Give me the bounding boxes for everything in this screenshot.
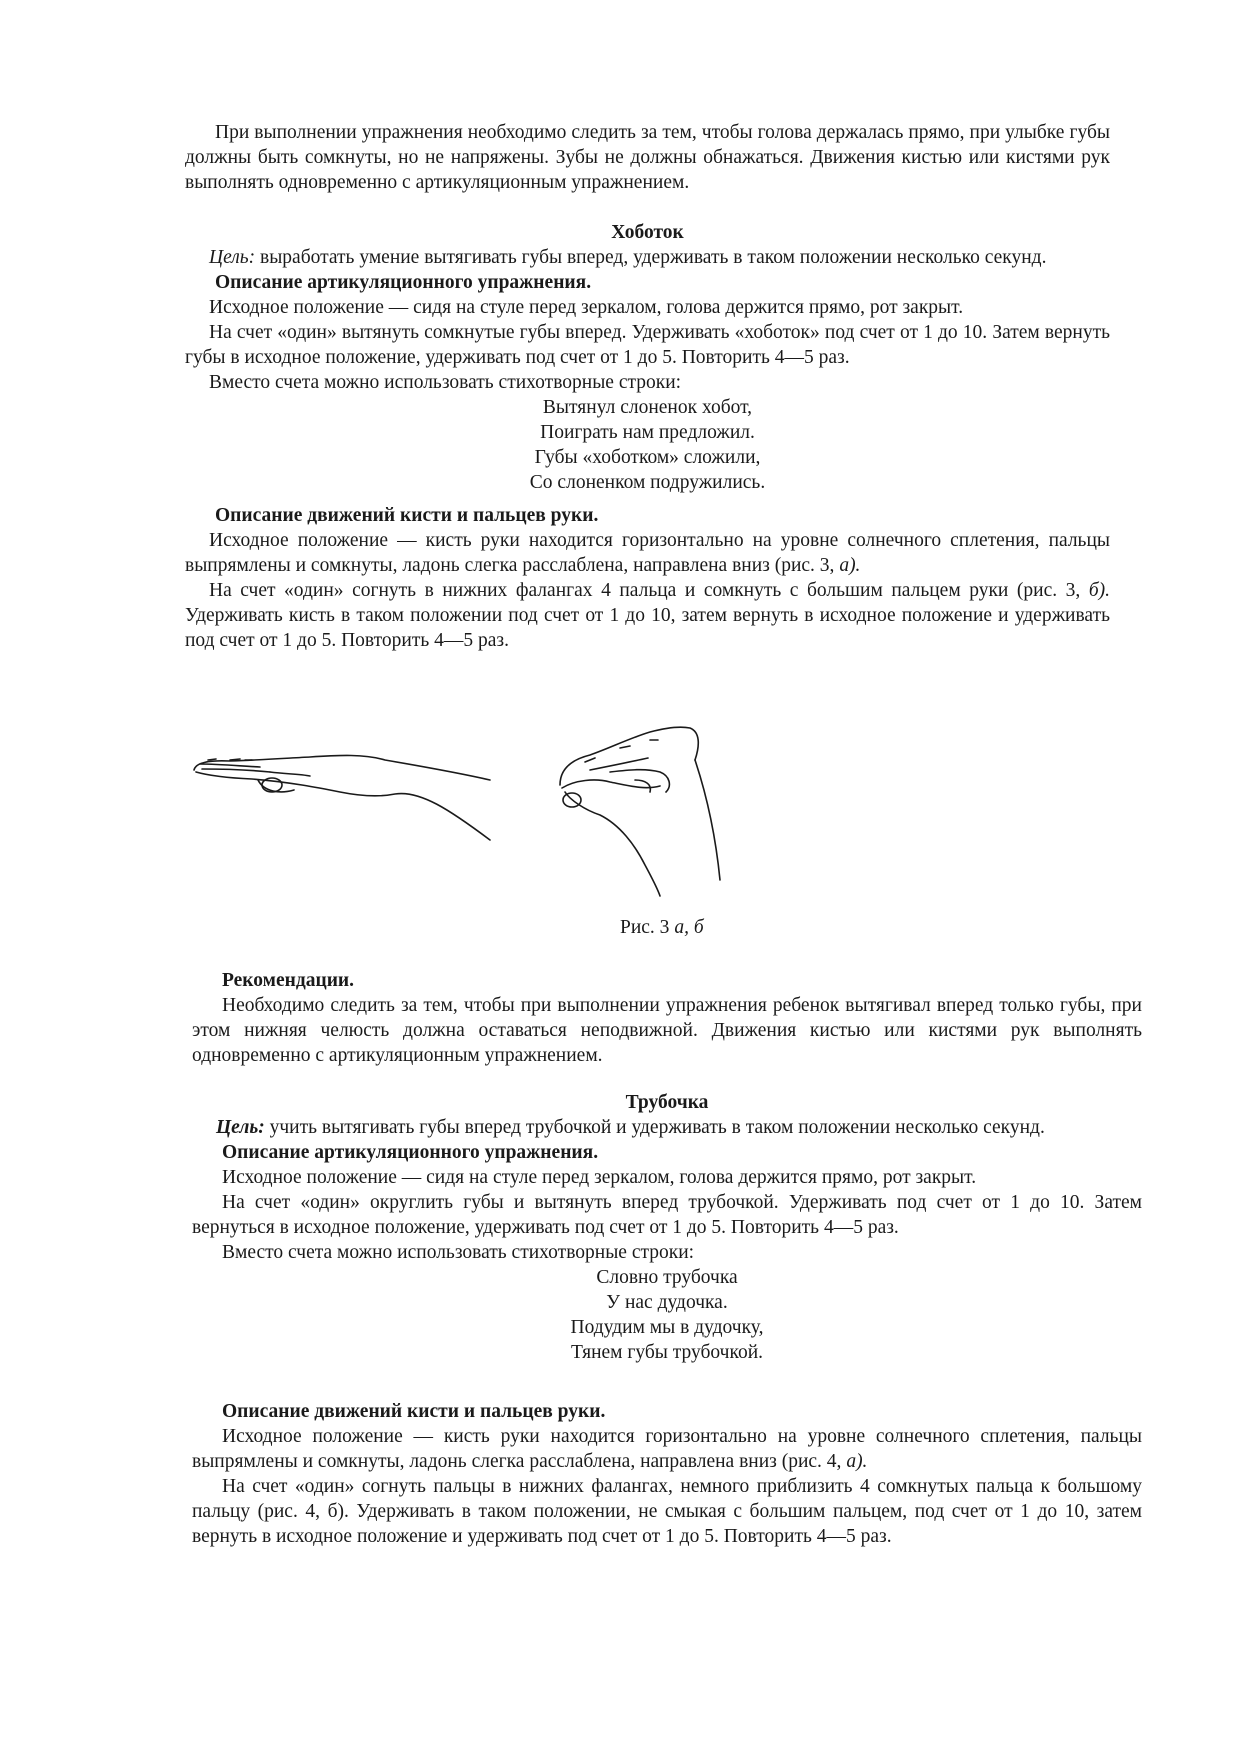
recommendations-heading: Рекомендации.: [222, 970, 355, 991]
verse-line: Подудим мы в дудочку,: [570, 1317, 764, 1338]
goal-label: Цель:: [216, 1117, 265, 1138]
artic-paragraph-3: Вместо счета можно использовать стихотворные строки:: [209, 372, 682, 393]
artic-heading: Описание артикуляционного упражнения.: [222, 1142, 599, 1163]
goal-label: Цель:: [209, 247, 256, 268]
hand-pinch-drawing: [560, 727, 720, 896]
verse-line: Вытянул слоненок хобот,: [542, 397, 753, 418]
verse-line: Словно трубочка: [596, 1267, 738, 1288]
section-trubochka: [192, 1090, 1142, 1549]
figure-ref: б).: [1088, 580, 1110, 601]
verse: [192, 1265, 1142, 1365]
hand-paragraph-2: [185, 578, 1110, 653]
hand-paragraph-2-text-cont: Удерживать кисть в таком положении под счет от 1 до 10, затем вернуть в исходное положение и удерживать под счет от 1 до 5. Повторить 4—5 раз.: [185, 605, 1110, 651]
recommendations-text: Необходимо следить за тем, чтобы при выполнении упражнения ребенок вытягивал вперед только губы, при этом нижняя челюсть должна оставаться неподвижной. Движения кистью или кистями рук выполнять одновременно с артикуляционным упражнением.: [192, 995, 1142, 1066]
artic-heading: Описание артикуляционного упражнения.: [215, 272, 592, 293]
section-khobotok: [185, 220, 1110, 653]
figure-ref: а).: [839, 555, 861, 576]
section-title: Хоботок: [611, 222, 684, 243]
artic-paragraph-3: Вместо счета можно использовать стихотворные строки:: [222, 1242, 695, 1263]
artic-paragraph-1: Исходное положение — сидя на стуле перед зеркалом, голова держится прямо, рот закрыт.: [209, 297, 964, 318]
intro-block: [185, 120, 1110, 195]
verse-line: Со слоненком подружились.: [529, 472, 766, 493]
hand-heading: Описание движений кисти и пальцев руки.: [222, 1401, 606, 1422]
section-title: Трубочка: [625, 1092, 709, 1113]
artic-paragraph-2: На счет «один» округлить губы и вытянуть вперед трубочкой. Удерживать под счет от 1 до 10. Затем вернуться в исходное положение, удерживать под счет от 1 до 5. Повторить 4—5 раз.: [192, 1192, 1142, 1238]
caption-ref: а, б: [674, 917, 704, 938]
artic-paragraph-2: На счет «один» вытянуть сомкнутые губы вперед. Удерживать «хоботок» под счет от 1 до 10. Затем вернуть губы в исходное положение, удерживать под счет от 1 до 5. Повторить 4—5 раз.: [185, 322, 1110, 368]
caption-text: Рис. 3: [620, 917, 675, 938]
hand-heading: Описание движений кисти и пальцев руки.: [215, 505, 599, 526]
recommendations-block: [192, 968, 1142, 1068]
figure-3-hands: [190, 700, 860, 900]
goal-paragraph: [185, 245, 1110, 270]
verse-line: Тянем губы трубочкой.: [570, 1342, 764, 1363]
hand-paragraph-1-text: Исходное положение — кисть руки находится горизонтально на уровне солнечного сплетения, пальцы выпрямлены и сомкнуты, ладонь слегка расслаблена, направлена вниз (рис. 3,: [185, 530, 1110, 576]
hand-paragraph-2: На счет «один» согнуть пальцы в нижних фалангах, немного приблизить 4 сомкнутых пальца к большому пальцу (рис. 4, б). Удерживать в таком положении, не смыкая с большим пальцем, под счет от 1 до 10, затем вернуть в исходное положение и удерживать под счет от 1 до 5. Повторить 4—5 раз.: [192, 1476, 1142, 1547]
verse: [185, 395, 1110, 495]
verse-line: Губы «хоботком» сложили,: [534, 447, 761, 468]
hand-paragraph-1: [192, 1424, 1142, 1474]
hand-paragraph-1-text: Исходное положение — кисть руки находится горизонтально на уровне солнечного сплетения, пальцы выпрямлены и сомкнуты, ладонь слегка расслаблена, направлена вниз (рис. 4,: [192, 1426, 1142, 1472]
goal-paragraph: [192, 1115, 1142, 1140]
hand-paragraph-1: [185, 528, 1110, 578]
verse-line: У нас дудочка.: [606, 1292, 728, 1313]
goal-text: выработать умение вытягивать губы вперед, удерживать в таком положении несколько секунд.: [255, 247, 1047, 268]
artic-paragraph-1: Исходное положение — сидя на стуле перед зеркалом, голова держится прямо, рот закрыт.: [222, 1167, 977, 1188]
hand-paragraph-2-text: На счет «один» согнуть в нижних фалангах 4 пальца и сомкнуть с большим пальцем руки (рис. 3,: [209, 580, 1089, 601]
hand-flat-drawing: [194, 755, 490, 840]
goal-text: учить вытягивать губы вперед трубочкой и удерживать в таком положении несколько секунд.: [264, 1117, 1045, 1138]
verse-line: Поиграть нам предложил.: [540, 422, 755, 443]
figure-3-caption: [620, 915, 740, 940]
figure-ref: а).: [846, 1451, 868, 1472]
intro-paragraph: При выполнении упражнения необходимо следить за тем, чтобы голова держалась прямо, при улыбке губы должны быть сомкнуты, но не напряжены. Зубы не должны обнажаться. Движения кистью или кистями рук выполнять одновременно с артикуляционным упражнением.: [185, 122, 1110, 193]
